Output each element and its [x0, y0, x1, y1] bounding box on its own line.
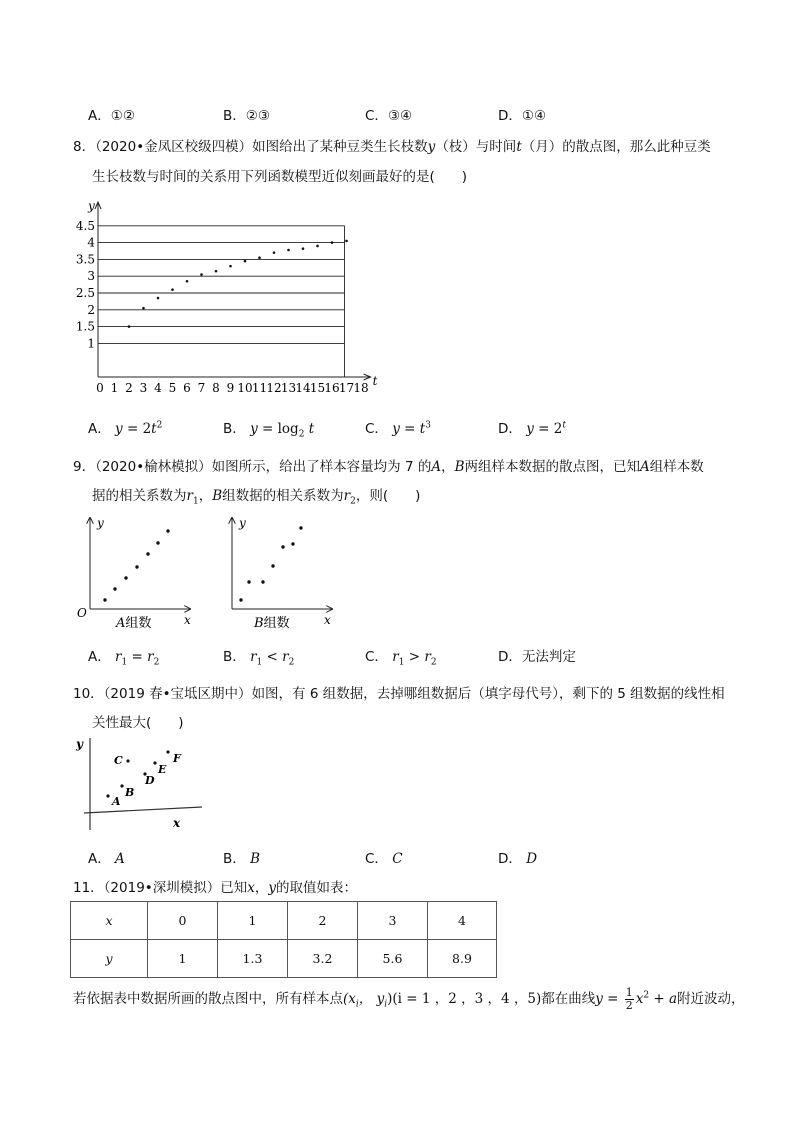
question-text: 两组样本数据的散点图，已知 — [464, 459, 641, 475]
q11-value-table — [70, 901, 497, 978]
data-point — [316, 245, 319, 248]
graph-caption — [115, 615, 151, 631]
q10-line1 — [73, 682, 725, 702]
option-rel: < — [262, 649, 283, 665]
table-cell: 3.2 — [288, 940, 358, 978]
option-sup: t — [562, 420, 566, 431]
table-cell: 4 — [428, 902, 497, 940]
variable: B — [454, 459, 465, 475]
q9-option-c[interactable] — [365, 645, 437, 668]
q8-option-d[interactable] — [498, 417, 566, 437]
x-tick-label: 3 — [139, 381, 148, 395]
caption-var: A — [116, 616, 126, 631]
y-tick-label: 2 — [87, 302, 95, 317]
question-number: 8． — [73, 139, 96, 155]
x-tick-label: 7 — [197, 381, 206, 395]
subscript: 2 — [350, 496, 356, 507]
question-text: 据的相关系数为 — [92, 488, 187, 504]
option-var: C — [392, 851, 403, 867]
option-text: ②③ — [245, 108, 270, 124]
q9-graph-a — [72, 510, 202, 635]
y-tick-label: 2.5 — [75, 286, 95, 300]
option-var: y — [115, 421, 123, 437]
superscript: 2 — [643, 990, 650, 1001]
y-tick-label: 1.5 — [75, 319, 95, 334]
option-var: t — [151, 421, 157, 437]
question-text: 都在曲线 — [541, 991, 596, 1007]
fraction — [625, 987, 634, 1012]
graph-caption — [253, 615, 290, 631]
q10-line2 — [92, 711, 184, 731]
subscript: i — [355, 999, 359, 1010]
q10-option-d[interactable] — [498, 847, 537, 867]
data-point — [281, 545, 284, 548]
variable-t: t — [516, 139, 522, 155]
option-letter: B． — [223, 851, 246, 867]
chart-x-ticks — [96, 381, 368, 395]
question-text: （枝）与时间 — [435, 139, 517, 155]
option-var: y — [392, 421, 400, 437]
data-point — [215, 270, 218, 273]
y-tick-label: 3.5 — [75, 252, 95, 267]
question-text: 生长枝数与时间的关系用下列函数模型近似刻画最好的是( ) — [92, 169, 468, 185]
option-rel: = — [127, 649, 148, 665]
option-sub: 2 — [298, 429, 305, 440]
variable: A — [431, 459, 442, 475]
x-tick-label: 12 — [266, 381, 282, 395]
data-point — [291, 542, 294, 545]
x-tick-label: 8 — [212, 381, 220, 395]
option-text: ③④ — [387, 108, 413, 124]
q8-option-b[interactable] — [223, 417, 314, 440]
question-text: 组数据的相关系数为 — [222, 488, 344, 504]
question-source: （2019 春•宝坻区期中） — [103, 686, 252, 702]
option-var: t — [308, 421, 315, 437]
label-d: D — [145, 774, 155, 787]
option-var: r — [424, 649, 431, 665]
y-axis-label: y — [76, 737, 83, 751]
y-axis-label: y — [239, 516, 246, 530]
option-var: D — [526, 851, 538, 867]
option-letter: D． — [498, 851, 522, 867]
label-f: F — [173, 752, 181, 765]
table-cell: 3 — [358, 902, 428, 940]
q7-option-c[interactable] — [365, 104, 412, 124]
option-var: r — [282, 649, 289, 665]
punct: ， — [254, 880, 269, 896]
question-text: 如图所示，给出了样本容量均为 7 的 — [211, 459, 432, 475]
data-point — [113, 587, 116, 590]
data-point — [157, 297, 160, 300]
question-text: 如图，有 6 组数据，去掉哪组数据后（填字母代号），剩下的 5 组数据的线性相 — [251, 686, 725, 702]
x-tick-label: 17 — [338, 381, 355, 395]
option-letter: B． — [223, 108, 246, 124]
point-expr: ， y — [358, 991, 385, 1007]
table-cell: 1 — [148, 940, 218, 978]
q8-option-a[interactable] — [88, 417, 162, 437]
q9-graph-b — [212, 510, 342, 635]
data-point — [345, 240, 348, 243]
q10-graph — [72, 735, 212, 835]
data-point — [103, 598, 106, 601]
option-sup: 3 — [425, 420, 431, 431]
table-cell: 1 — [218, 902, 288, 940]
question-text: 已知 — [220, 880, 248, 896]
question-text: ，则( ) — [355, 488, 421, 504]
option-letter: C． — [365, 108, 388, 124]
table-cell: 1.3 — [218, 940, 288, 978]
option-eq: = 2 — [533, 421, 563, 437]
option-var: t — [419, 421, 426, 437]
x-tick-label: 18 — [353, 381, 369, 395]
curve-expr — [595, 986, 678, 1012]
data-point — [239, 598, 242, 601]
option-text: ①② — [110, 108, 135, 124]
variable-y: y — [427, 139, 436, 155]
x-tick-label: 15 — [309, 381, 326, 395]
option-eq: = — [399, 421, 420, 437]
point-expr: )(i = 1 ，2 ，3 ，4 ，5) — [387, 991, 542, 1007]
variable: A — [640, 459, 650, 475]
q8-option-c[interactable] — [365, 417, 431, 437]
question-number: 11． — [73, 880, 104, 896]
x-tick-label: 10 — [237, 381, 253, 395]
table-row — [71, 940, 497, 978]
option-eq: = 2 — [122, 421, 152, 437]
x-axis-label: x — [173, 816, 181, 830]
x-tick-label: 13 — [280, 381, 297, 395]
q11-line1 — [73, 876, 357, 896]
option-sub: 2 — [288, 657, 295, 668]
x-axis-label: x — [184, 613, 191, 627]
x-tick-label: 2 — [125, 381, 133, 395]
question-text: 如图给出了某种豆类生长枝数 — [252, 139, 428, 155]
q9-option-d[interactable] — [498, 645, 576, 665]
question-text: 附近波动， — [677, 991, 745, 1007]
data-point — [171, 288, 174, 291]
x-tick-label: 5 — [168, 381, 177, 395]
q9-line2 — [92, 484, 420, 507]
subscript: i — [384, 999, 388, 1010]
option-sub: 2 — [430, 657, 437, 668]
fraction-denominator: 2 — [625, 999, 633, 1012]
table-cell: 5.6 — [358, 940, 428, 978]
question-number: 9． — [73, 459, 96, 475]
variable: B — [212, 488, 223, 504]
data-point — [287, 249, 290, 252]
curve-tail: + a — [649, 991, 678, 1007]
data-point — [156, 541, 159, 544]
chart-points — [128, 240, 348, 328]
label-a: A — [112, 795, 121, 808]
option-letter: D． — [498, 421, 522, 437]
question-source: （2019•深圳模拟） — [103, 880, 221, 896]
point-a — [106, 794, 109, 797]
q9-option-b[interactable] — [223, 645, 294, 668]
option-letter: C． — [365, 649, 388, 665]
question-text: 若依据表中数据所画的散点图中，所有样本点 — [73, 991, 343, 1007]
punct: ， — [198, 488, 213, 504]
table-cell: x — [71, 902, 148, 940]
option-letter: A． — [88, 421, 111, 437]
option-sub: 2 — [153, 657, 160, 668]
point-e — [153, 761, 156, 764]
option-var: B — [250, 851, 260, 867]
point-f — [166, 750, 169, 753]
punct: ， — [441, 459, 455, 475]
option-sub: 1 — [256, 657, 263, 668]
q10-option-a[interactable] — [88, 847, 125, 867]
data-point — [229, 265, 232, 268]
variable: y — [268, 880, 277, 896]
option-eq: = log — [257, 421, 299, 437]
option-sub: 1 — [121, 657, 128, 668]
data-point — [261, 580, 264, 583]
y-tick-label: 3 — [87, 269, 95, 284]
option-letter: B． — [223, 649, 246, 665]
caption-text: 组数 — [263, 616, 290, 631]
data-point — [271, 564, 274, 567]
sample-point — [343, 991, 542, 1010]
data-point — [273, 251, 276, 254]
variable: r — [186, 488, 193, 504]
table-cell: 8.9 — [428, 940, 497, 978]
data-point — [247, 580, 250, 583]
option-sup: 2 — [156, 420, 163, 431]
data-point — [124, 576, 127, 579]
option-text: 无法判定 — [521, 649, 576, 665]
table-row — [71, 902, 497, 940]
variable: x — [247, 880, 255, 896]
point-expr: (x — [343, 991, 356, 1007]
data-point — [142, 307, 145, 310]
data-point — [244, 260, 247, 263]
point-c — [126, 759, 129, 762]
x-tick-label: 11 — [251, 381, 268, 395]
data-point — [146, 552, 149, 555]
q7-option-a[interactable] — [88, 104, 135, 124]
x-tick-label: 9 — [226, 381, 235, 395]
curve-var: x — [635, 991, 644, 1007]
q10-option-c[interactable] — [365, 847, 403, 867]
label-c: C — [114, 754, 123, 767]
fraction-numerator: 1 — [625, 986, 633, 999]
option-var: y — [250, 421, 258, 437]
y-tick-label: 4.5 — [75, 218, 95, 233]
q8-line2 — [92, 165, 467, 185]
origin-label: O — [77, 606, 87, 620]
chart-x-axis-label: t — [372, 374, 378, 388]
option-var: r — [147, 649, 154, 665]
q9-option-a[interactable] — [88, 645, 159, 668]
question-source: （2020•金凤区校级四模） — [95, 139, 253, 155]
q8-line1 — [73, 135, 711, 155]
option-var: r — [115, 649, 122, 665]
point-b — [120, 784, 123, 787]
y-axis-label: y — [97, 516, 104, 530]
option-var: y — [526, 421, 534, 437]
x-axis — [84, 807, 202, 813]
q7-option-b[interactable] — [223, 104, 270, 124]
label-b: B — [125, 786, 135, 799]
question-source: （2020•榆林模拟） — [95, 459, 212, 475]
caption-text: 组数 — [125, 616, 152, 631]
chart-axes — [95, 202, 371, 380]
option-letter: D． — [498, 108, 522, 124]
option-letter: A． — [88, 851, 111, 867]
question-text: 关性最大( ) — [92, 715, 184, 731]
x-axis-label: x — [324, 613, 331, 627]
data-point — [331, 241, 334, 244]
x-tick-label: 14 — [295, 381, 311, 395]
curve-lhs: y = — [595, 991, 623, 1007]
x-tick-label: 16 — [324, 381, 340, 395]
option-letter: C． — [365, 421, 388, 437]
x-tick-label: 1 — [110, 381, 119, 395]
option-var: r — [250, 649, 257, 665]
option-rel: > — [404, 649, 425, 665]
chart-gridlines — [98, 226, 345, 377]
question-text: 组样本数 — [649, 459, 704, 475]
data-point — [186, 280, 189, 283]
q11-line2 — [73, 987, 745, 1012]
caption-var: B — [254, 616, 264, 631]
q9-line1 — [73, 455, 704, 475]
option-text: ①④ — [521, 108, 547, 124]
option-letter: D． — [498, 649, 522, 665]
table-cell: 0 — [148, 902, 218, 940]
option-letter: B． — [223, 421, 246, 437]
question-text: （月）的散点图，那么此种豆类 — [521, 139, 711, 155]
question-number: 10． — [73, 686, 104, 702]
data-point — [166, 529, 169, 532]
option-var: r — [392, 649, 399, 665]
table-cell: y — [71, 940, 148, 978]
q7-option-d[interactable] — [498, 104, 546, 124]
x-tick-label: 0 — [96, 381, 104, 395]
option-letter: C． — [365, 851, 388, 867]
option-letter: A． — [88, 108, 111, 124]
data-point — [200, 273, 203, 276]
data-point — [302, 247, 305, 250]
data-point — [299, 526, 302, 529]
data-point — [258, 256, 261, 259]
option-letter: A． — [88, 649, 111, 665]
label-e: E — [158, 763, 167, 776]
question-text: 的取值如表： — [276, 880, 358, 896]
q10-option-b[interactable] — [223, 847, 260, 867]
x-tick-label: 4 — [154, 381, 162, 395]
data-point — [135, 565, 138, 568]
data-point — [128, 325, 131, 328]
y-tick-label: 4 — [87, 235, 95, 250]
variable: r — [343, 488, 351, 504]
chart-y-ticks — [76, 219, 95, 351]
option-sub: 1 — [398, 657, 405, 668]
table-cell: 2 — [288, 902, 358, 940]
option-var: A — [115, 851, 125, 867]
y-tick-label: 1 — [87, 336, 95, 351]
x-tick-label: 6 — [183, 381, 191, 395]
q8-scatter-chart — [75, 195, 400, 400]
subscript: 1 — [192, 496, 199, 507]
chart-y-axis-label: y — [88, 199, 95, 213]
